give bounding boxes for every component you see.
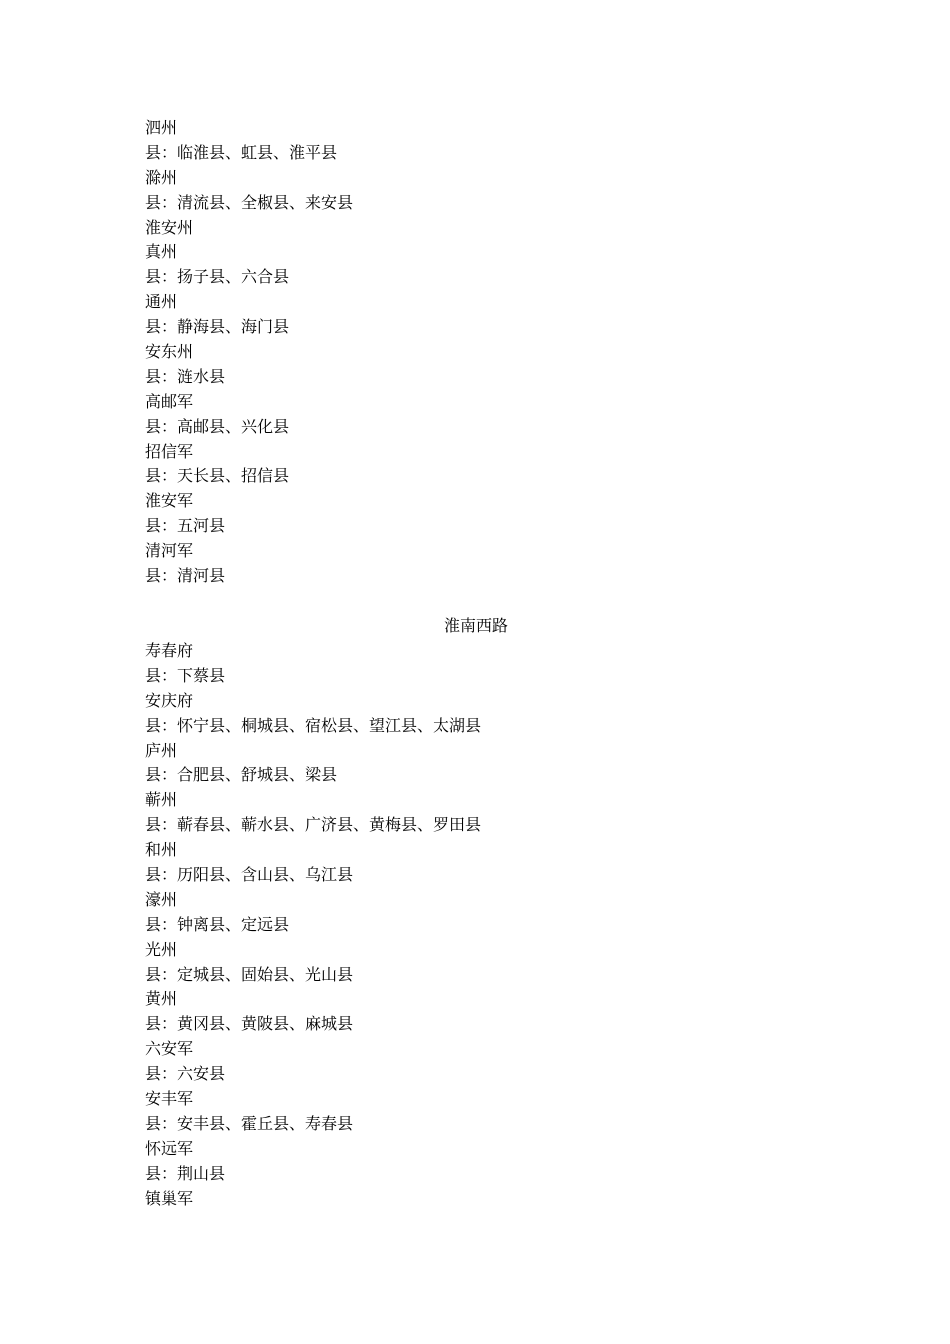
county-line: 县：安丰县、霍丘县、寿春县 [145, 1113, 354, 1133]
prefecture-line: 清河军 [145, 541, 194, 561]
county-line: 县：蕲春县、蕲水县、广济县、黄梅县、罗田县 [145, 815, 482, 835]
county-line: 县：临淮县、虹县、淮平县 [145, 142, 338, 162]
prefecture-line: 高邮军 [145, 391, 194, 411]
county-line: 县：六安县 [145, 1064, 226, 1084]
prefecture-line: 真州 [145, 242, 178, 262]
prefecture-line: 通州 [145, 292, 178, 312]
prefecture-line: 濠州 [145, 889, 178, 909]
county-line: 县：下蔡县 [145, 665, 226, 685]
prefecture-line: 淮安州 [145, 217, 194, 237]
huainan-east-list [145, 116, 845, 589]
prefecture-line: 安丰军 [145, 1089, 194, 1109]
section-heading-text: 淮南西路 [443, 616, 508, 635]
county-line: 县：荆山县 [145, 1163, 226, 1183]
county-line: 县：涟水县 [145, 366, 226, 386]
county-line: 县：钟离县、定远县 [145, 914, 290, 934]
prefecture-line: 庐州 [145, 740, 178, 760]
prefecture-line: 黄州 [145, 989, 178, 1009]
prefecture-line: 光州 [145, 939, 178, 959]
county-line: 县：定城县、固始县、光山县 [145, 964, 354, 984]
county-line: 县：扬子县、六合县 [145, 267, 290, 287]
county-line: 县：黄冈县、黄陂县、麻城县 [145, 1014, 354, 1034]
prefecture-line: 镇巢军 [145, 1188, 194, 1208]
county-line: 县：天长县、招信县 [145, 466, 290, 486]
county-line: 县：历阳县、含山县、乌江县 [145, 865, 354, 885]
huainan-west-list [145, 639, 845, 1211]
county-line: 县：高邮县、兴化县 [145, 416, 290, 436]
county-line: 县：怀宁县、桐城县、宿松县、望江县、太湖县 [145, 715, 482, 735]
county-line: 县：五河县 [145, 516, 226, 536]
prefecture-line: 滁州 [145, 167, 178, 187]
prefecture-line: 安东州 [145, 342, 194, 362]
prefecture-line: 和州 [145, 840, 178, 860]
section-heading-huainan-west [0, 614, 950, 639]
prefecture-line: 淮安军 [145, 491, 194, 511]
county-line: 县：清河县 [145, 566, 226, 586]
county-line: 县：清流县、全椒县、来安县 [145, 192, 354, 212]
county-line: 县：静海县、海门县 [145, 317, 290, 337]
prefecture-line: 泗州 [145, 118, 178, 137]
prefecture-line: 寿春府 [145, 641, 194, 660]
prefecture-line: 招信军 [145, 441, 194, 461]
prefecture-line: 安庆府 [145, 690, 194, 710]
county-line: 县：合肥县、舒城县、梁县 [145, 765, 338, 785]
prefecture-line: 怀远军 [145, 1138, 194, 1158]
prefecture-line: 蕲州 [145, 790, 178, 810]
prefecture-line: 六安军 [145, 1039, 194, 1059]
